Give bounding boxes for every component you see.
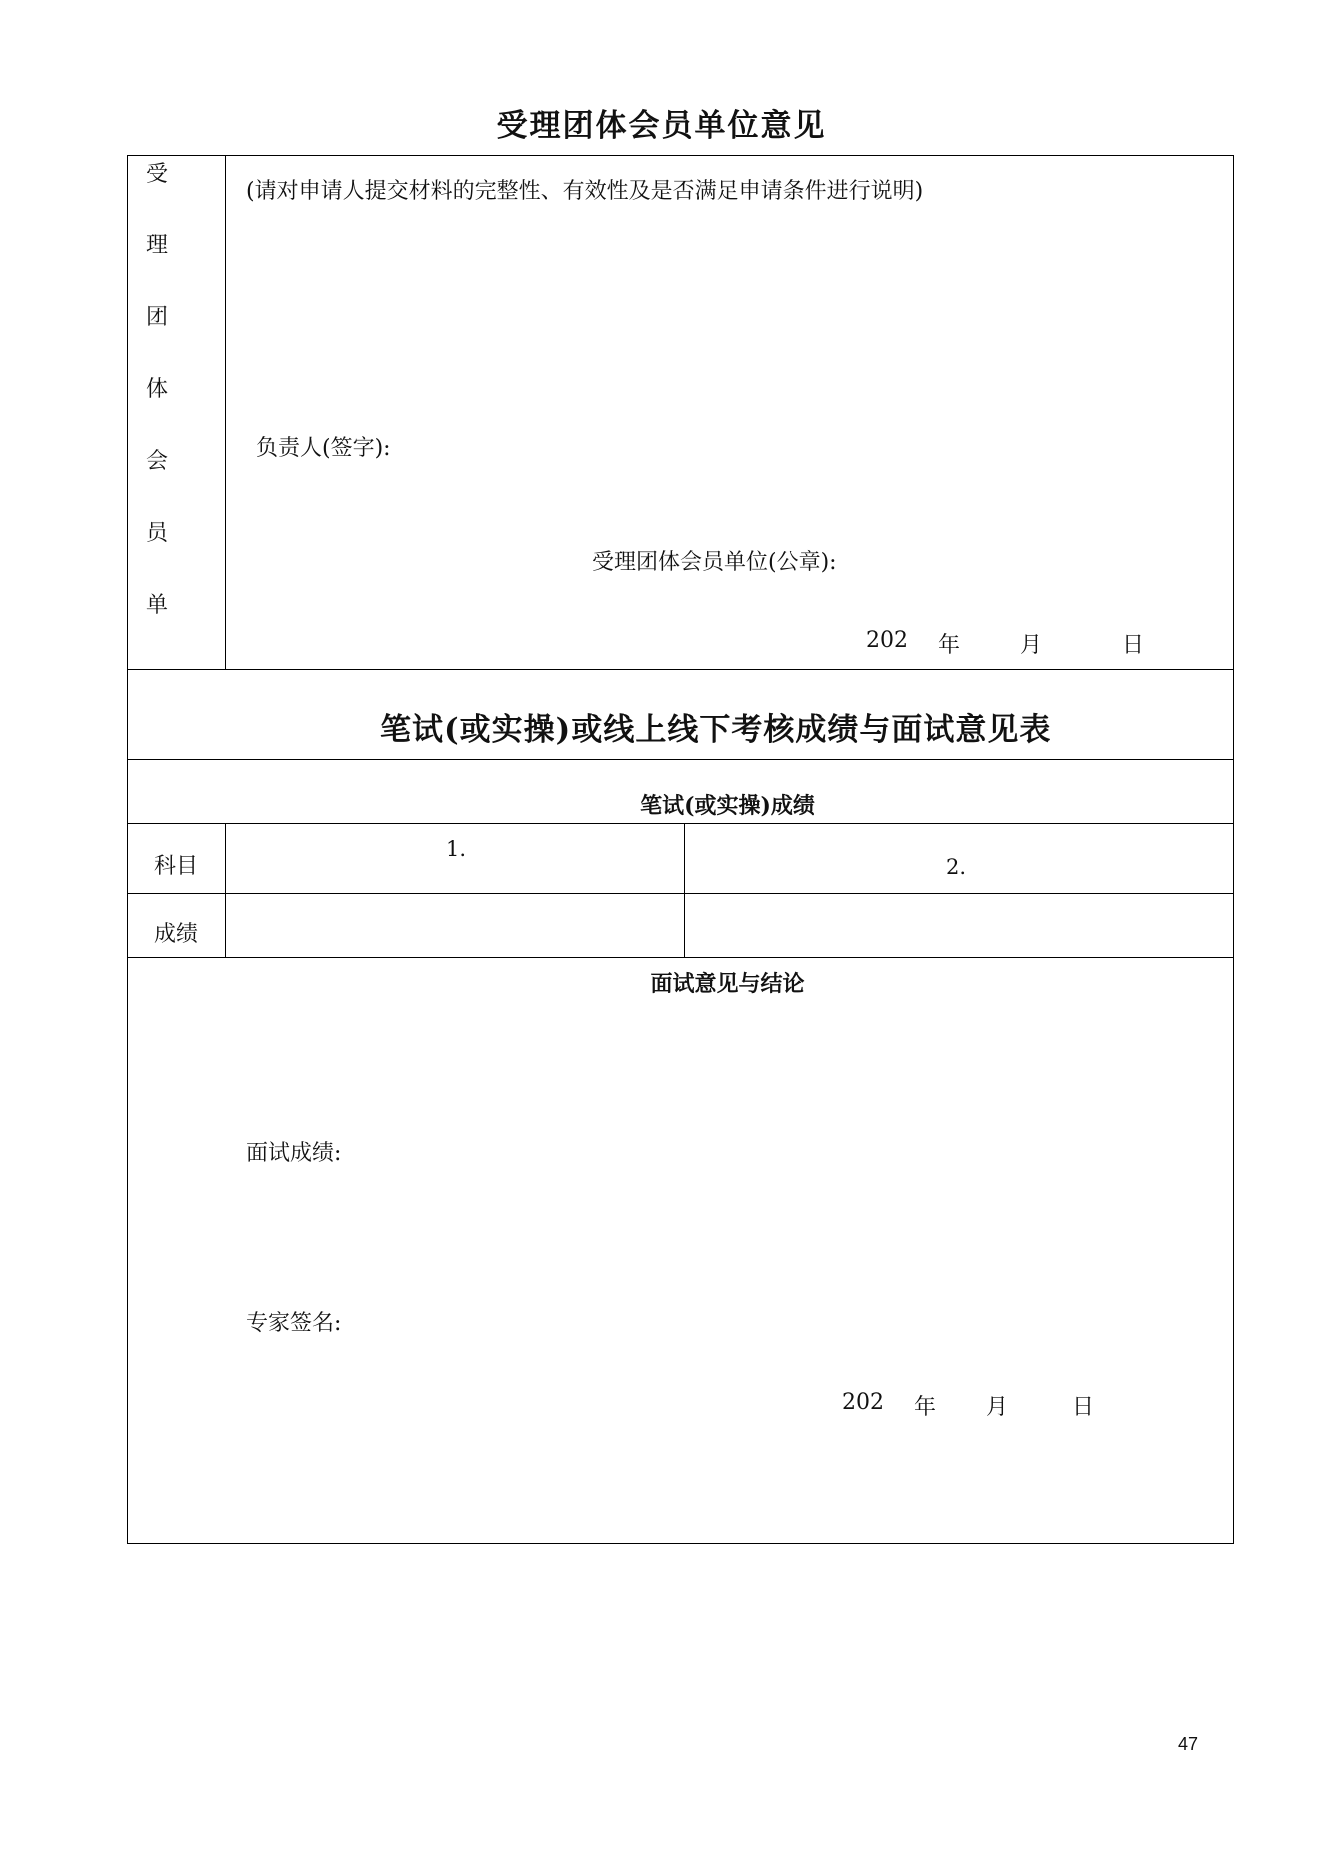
instruction-note: (请对申请人提交材料的完整性、有效性及是否满足申请条件进行说明) [246, 179, 924, 204]
section1-label-divider [225, 155, 226, 670]
vertical-label-char: 体 [146, 377, 169, 402]
expert-signature-label: 专家签名: [246, 1311, 342, 1336]
vertical-label-char: 团 [146, 305, 169, 330]
divider-subject-row [127, 893, 1234, 894]
date-year-prefix: 202 [842, 1390, 884, 1415]
date-year-label: 年 [938, 633, 961, 658]
written-score-header: 笔试(或实操)成绩 [640, 793, 815, 819]
table-border-top [127, 155, 1234, 156]
date-day-label: 日 [1072, 1395, 1095, 1420]
interview-score-label: 面试成绩: [246, 1141, 342, 1166]
date-month-label: 月 [1020, 633, 1043, 658]
vertical-label-char: 员 [146, 521, 169, 546]
subject-1-value: 1. [446, 837, 467, 861]
table-border-left [127, 155, 128, 1544]
divider-score-row [127, 957, 1234, 958]
page-number: 47 [1178, 1734, 1199, 1754]
vertical-label-char: 单 [146, 593, 169, 618]
divider-section2-title [127, 759, 1234, 760]
subject-2-value: 2. [946, 855, 967, 879]
divider-written-header [127, 823, 1234, 824]
page-title: 受理团体会员单位意见 [496, 108, 827, 144]
interview-header: 面试意见与结论 [650, 971, 805, 997]
unit-seal-label: 受理团体会员单位(公章): [592, 550, 837, 575]
table-border-bottom [127, 1543, 1234, 1544]
divider-section1-end [127, 669, 1234, 670]
date-month-label: 月 [986, 1395, 1009, 1420]
date-day-label: 日 [1122, 633, 1145, 658]
vertical-label-char: 会 [146, 449, 169, 474]
section2-title: 笔试(或实操)或线上线下考核成绩与面试意见表 [380, 712, 1052, 748]
vertical-label-char: 理 [146, 233, 169, 258]
score-grid-divider-1 [225, 823, 226, 958]
vertical-label-char: 受 [146, 162, 169, 187]
score-label: 成绩 [154, 922, 199, 947]
date-year-prefix: 202 [866, 628, 908, 653]
date-year-label: 年 [914, 1395, 937, 1420]
table-border-right [1233, 155, 1234, 1544]
score-grid-divider-2 [684, 823, 685, 958]
subject-label: 科目 [154, 854, 199, 879]
responsible-signature-label: 负责人(签字): [256, 436, 391, 461]
